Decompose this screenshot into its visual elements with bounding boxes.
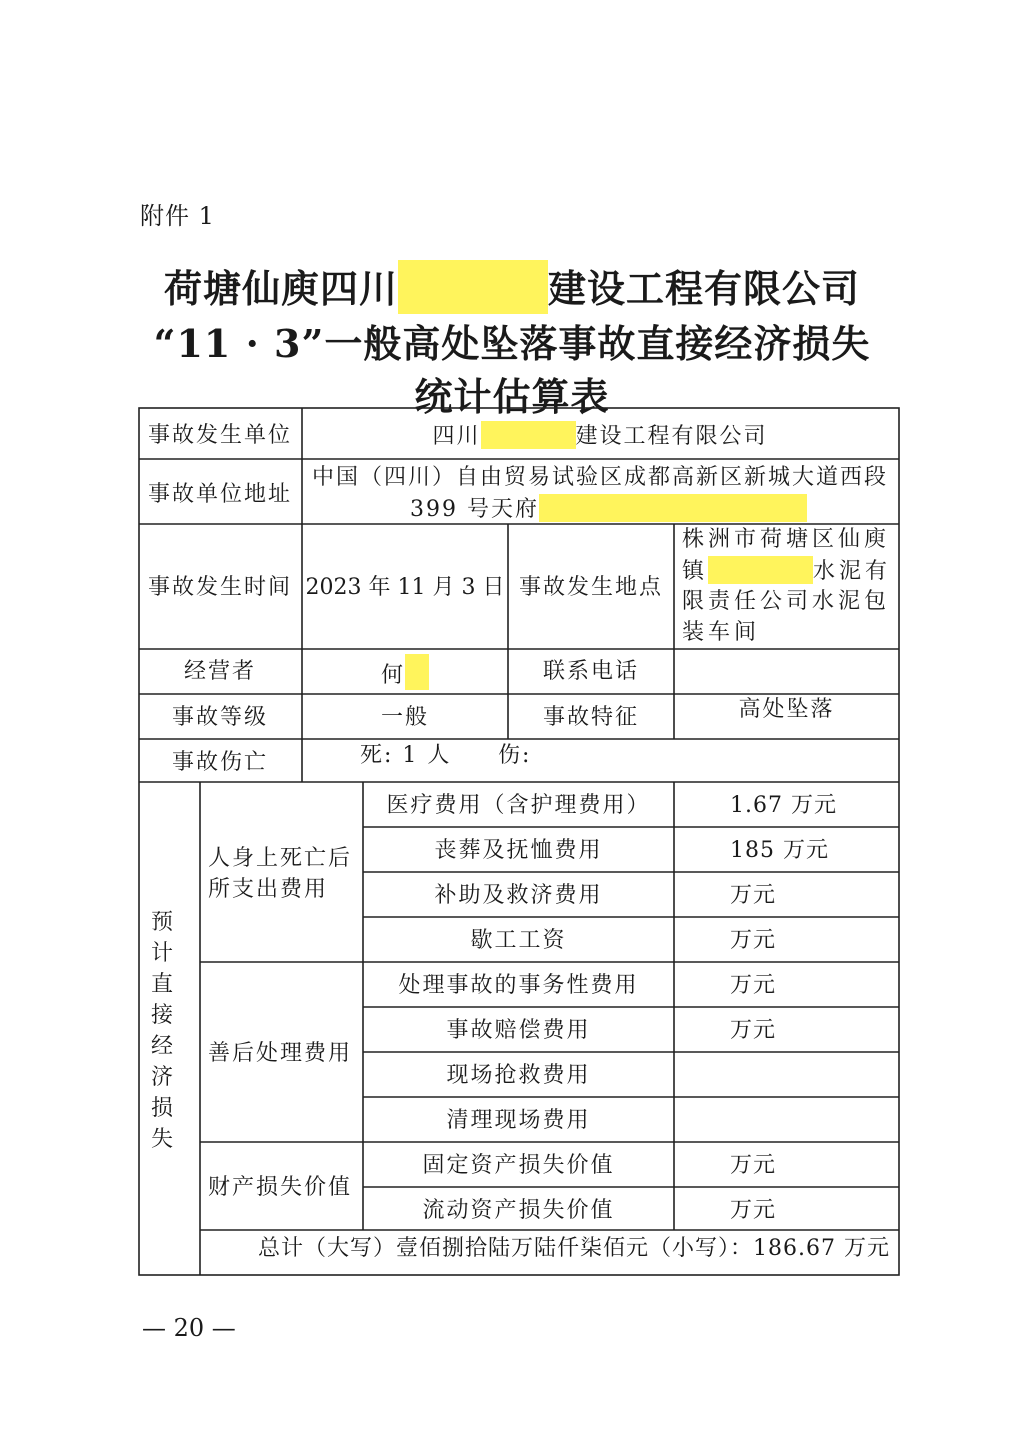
feature-label: 事故特征 [542, 705, 639, 730]
redaction-mark [398, 260, 548, 314]
redaction-mark [405, 654, 429, 690]
item-name: 流动资产损失价值 [422, 1198, 615, 1223]
place-line-2-pre: 镇 [682, 559, 709, 584]
item-name: 处理事故的事务性费用 [398, 973, 639, 998]
item-value: 万元 [730, 1018, 777, 1043]
place-line-1: 株洲市荷塘区仙庾 [682, 527, 891, 552]
item-value: 万元 [730, 1198, 777, 1223]
item-value: 1.67 万元 [730, 793, 837, 818]
unit-pre: 四川 [432, 424, 481, 449]
casualty-dead: 死: 1 人 [360, 743, 452, 768]
address-line-2 [410, 494, 807, 525]
feature-value: 高处坠落 [738, 697, 835, 722]
item-name: 事故赔偿费用 [446, 1018, 591, 1043]
item-value: 万元 [730, 973, 777, 998]
title-line-3: 统计估算表 [414, 374, 610, 419]
item-name: 固定资产损失价值 [422, 1153, 615, 1178]
side-label: 预计直接经济损失 [150, 910, 173, 1152]
title-line-1 [0, 258, 1024, 314]
operator-label: 经营者 [183, 659, 256, 684]
operator-value [302, 654, 508, 691]
place-label: 事故发生地点 [518, 575, 663, 600]
time-label: 事故发生时间 [148, 575, 293, 600]
unit-post: 建设工程有限公司 [575, 424, 768, 449]
item-value: 万元 [730, 883, 777, 908]
group2-label: 善后处理费用 [208, 1041, 353, 1066]
place-line-2 [682, 556, 891, 587]
address-line-2-pre: 399 号天府 [410, 497, 539, 522]
title-line-1-post: 建设工程有限公司 [548, 266, 861, 311]
place-line-4: 装车间 [682, 620, 761, 645]
page-number: — 20 — [142, 1314, 236, 1342]
redaction-mark [708, 556, 813, 584]
time-value: 2023 年 11 月 3 日 [305, 575, 505, 600]
item-name: 补助及救济费用 [434, 883, 603, 908]
item-value: 万元 [730, 928, 777, 953]
title-line-2: “11 · 3”一般高处坠落事故直接经济损失 [153, 321, 871, 366]
address-label: 事故单位地址 [148, 482, 293, 507]
address-line-1: 中国（四川）自由贸易试验区成都高新区新城大道西段 [312, 465, 889, 490]
item-name: 现场抢救费用 [446, 1063, 591, 1088]
item-name: 歇工工资 [470, 928, 567, 953]
item-value: 185 万元 [730, 838, 829, 863]
unit-value [302, 421, 898, 452]
casualty-injured: 伤: [498, 743, 532, 768]
total-row: 总计（大写）壹佰捌拾陆万陆仟柒佰元（小写）：186.67 万元 [258, 1236, 890, 1261]
place-line-2-post: 水泥有 [813, 559, 892, 584]
phone-label: 联系电话 [542, 659, 639, 684]
group1-label-line2: 所支出费用 [208, 877, 329, 902]
operator-name: 何 [380, 663, 405, 688]
item-name: 清理现场费用 [446, 1108, 591, 1133]
level-value: 一般 [380, 705, 429, 730]
group1-label-line1: 人身上死亡后 [208, 846, 353, 871]
attachment-label: 附件 1 [140, 202, 215, 230]
title-line-1-pre: 荷塘仙庾四川 [163, 266, 398, 311]
item-name: 丧葬及抚恤费用 [434, 838, 603, 863]
casualty-label: 事故伤亡 [171, 750, 268, 775]
level-label: 事故等级 [171, 705, 268, 730]
redaction-mark [539, 494, 807, 522]
group3-label: 财产损失价值 [208, 1175, 353, 1200]
place-line-3: 限责任公司水泥包 [682, 589, 891, 614]
unit-label: 事故发生单位 [148, 423, 293, 448]
item-value: 万元 [730, 1153, 777, 1178]
redaction-mark [481, 421, 576, 449]
item-name: 医疗费用（含护理费用） [386, 793, 651, 818]
loss-table [138, 407, 902, 1277]
